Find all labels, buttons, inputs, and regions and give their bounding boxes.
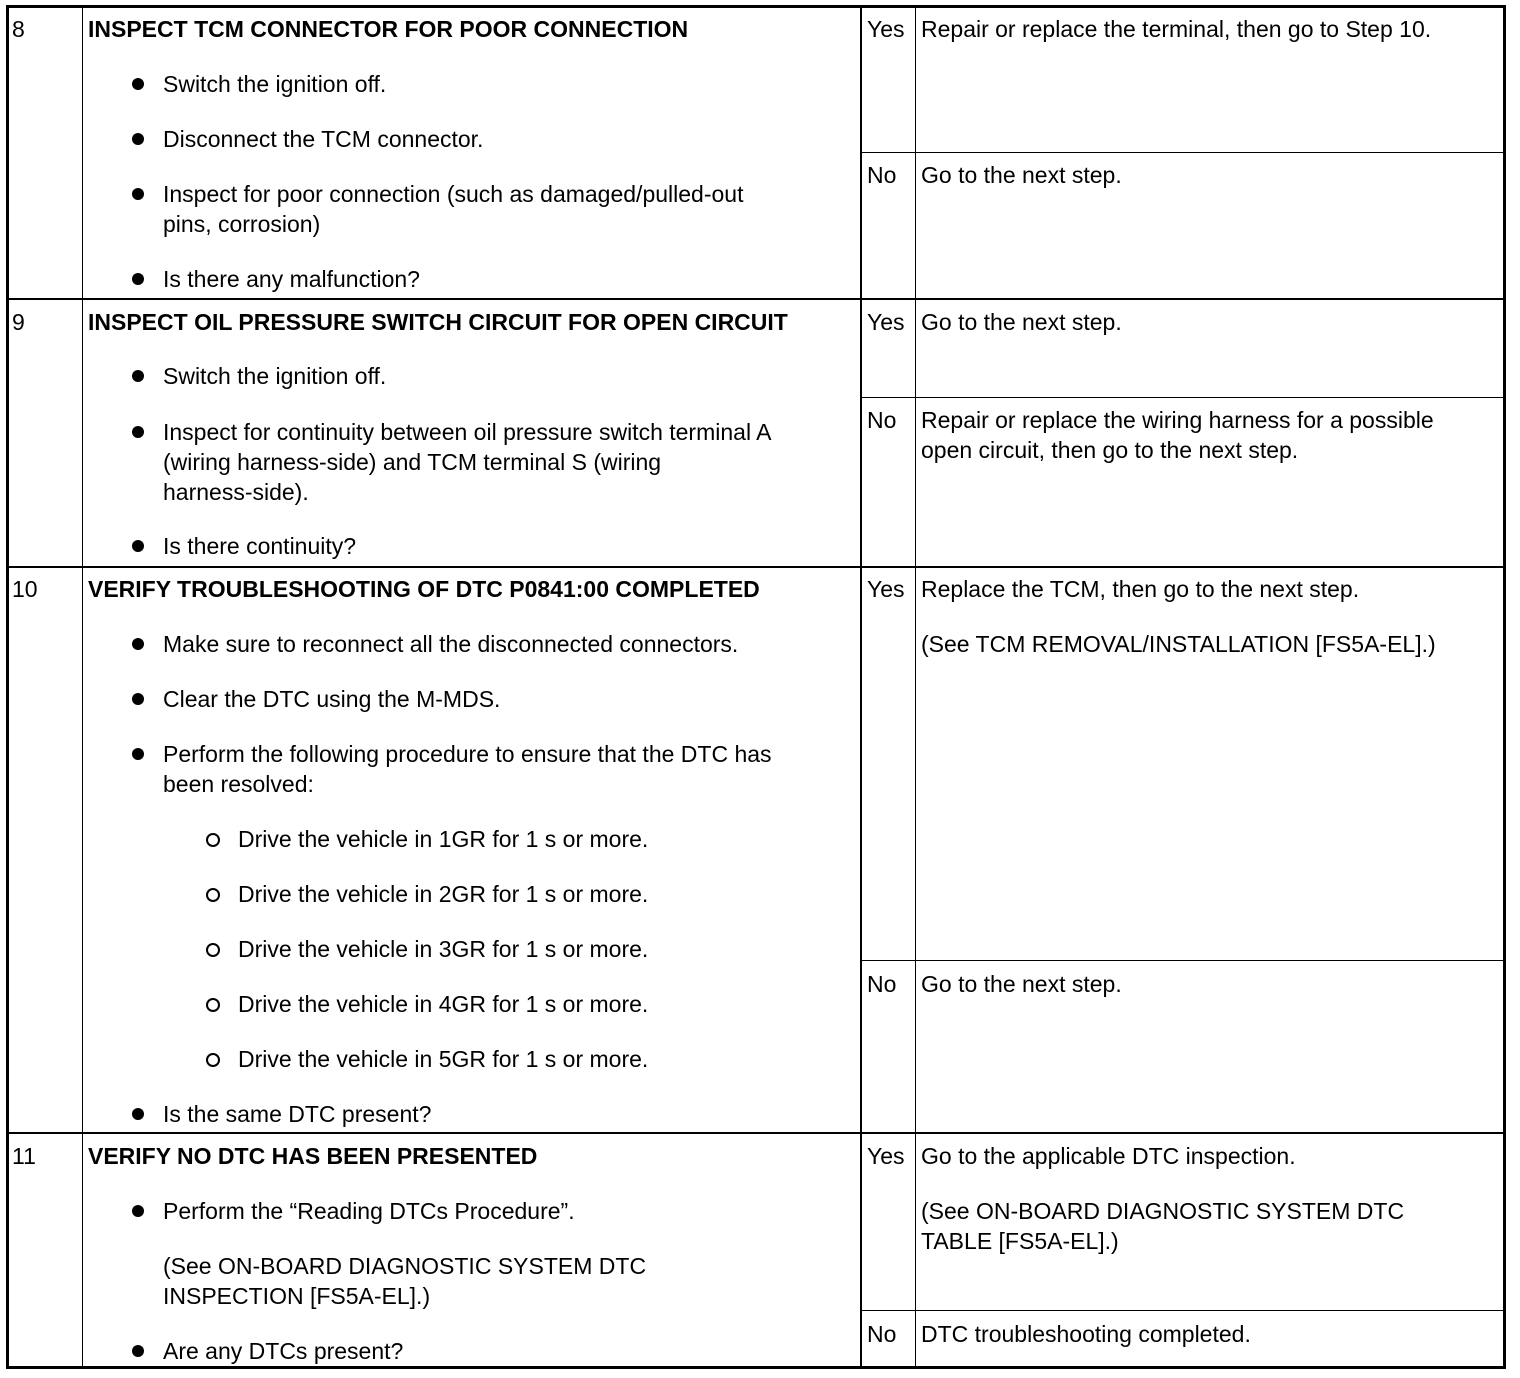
step-reference-continued: INSPECTION [FS5A-EL].) (163, 1283, 431, 1309)
bullet-icon (132, 370, 144, 382)
sub-item: Drive the vehicle in 2GR for 1 s or more. (238, 881, 649, 907)
step-item: Disconnect the TCM connector. (163, 126, 484, 152)
step-number: 11 (12, 1143, 36, 1169)
step-item: Make sure to reconnect all the disconnected connectors. (163, 631, 739, 657)
sub-bullet-icon (206, 998, 220, 1012)
step-question: Is there any malfunction? (163, 266, 420, 292)
yes-label: Yes (867, 16, 905, 42)
step-number: 10 (12, 576, 38, 602)
bullet-icon (132, 1108, 144, 1120)
no-label: No (867, 1321, 897, 1347)
bullet-icon (132, 540, 144, 552)
sub-item: Drive the vehicle in 5GR for 1 s or more. (238, 1046, 649, 1072)
sub-item: Drive the vehicle in 4GR for 1 s or more. (238, 991, 649, 1017)
bullet-icon (132, 748, 144, 760)
bullet-icon (132, 638, 144, 650)
sub-bullet-icon (206, 943, 220, 957)
bullet-icon (132, 426, 144, 438)
step-reference: (See ON-BOARD DIAGNOSTIC SYSTEM DTC (163, 1253, 647, 1279)
column-divider (915, 5, 916, 1369)
yes-reference: (See TCM REMOVAL/INSTALLATION [FS5A-EL].) (921, 631, 1436, 657)
yes-no-divider (860, 960, 1506, 961)
sub-bullet-icon (206, 833, 220, 847)
step-title: INSPECT OIL PRESSURE SWITCH CIRCUIT FOR OPEN CIRCUIT (88, 309, 788, 335)
yes-label: Yes (867, 309, 905, 335)
bullet-icon (132, 1345, 144, 1357)
step-title: VERIFY TROUBLESHOOTING OF DTC P0841:00 COMPLETED (88, 576, 760, 602)
bullet-icon (132, 133, 144, 145)
yes-reference: (See ON-BOARD DIAGNOSTIC SYSTEM DTC (921, 1198, 1405, 1224)
no-action: Repair or replace the wiring harness for a possible (921, 407, 1434, 433)
bullet-icon (132, 78, 144, 90)
yes-no-divider (860, 397, 1506, 398)
step-question: Are any DTCs present? (163, 1338, 404, 1364)
bullet-icon (132, 273, 144, 285)
column-divider (82, 5, 83, 1369)
step-question: Is there continuity? (163, 533, 357, 559)
row-divider (6, 298, 1506, 300)
step-item: Perform the following procedure to ensure that the DTC has (163, 741, 772, 767)
step-item-continued: pins, corrosion) (163, 211, 321, 237)
step-number: 8 (12, 16, 25, 42)
column-divider (860, 5, 862, 1369)
yes-reference-continued: TABLE [FS5A-EL].) (921, 1228, 1119, 1254)
step-item: Perform the “Reading DTCs Procedure”. (163, 1198, 575, 1224)
yes-action: Go to the next step. (921, 309, 1122, 335)
sub-bullet-icon (206, 1053, 220, 1067)
no-label: No (867, 407, 897, 433)
step-item: Switch the ignition off. (163, 363, 387, 389)
step-item-continued: harness-side). (163, 479, 309, 505)
bullet-icon (132, 188, 144, 200)
yes-action: Replace the TCM, then go to the next step. (921, 576, 1360, 602)
sub-bullet-icon (206, 888, 220, 902)
row-divider (6, 1132, 1506, 1134)
no-action: DTC troubleshooting completed. (921, 1321, 1251, 1347)
sub-item: Drive the vehicle in 1GR for 1 s or more. (238, 826, 649, 852)
step-number: 9 (12, 309, 25, 335)
step-title: INSPECT TCM CONNECTOR FOR POOR CONNECTION (88, 16, 689, 42)
yes-action: Repair or replace the terminal, then go to Step 10. (921, 16, 1432, 42)
yes-no-divider (860, 1310, 1506, 1311)
step-item: Clear the DTC using the M-MDS. (163, 686, 501, 712)
row-divider (6, 566, 1506, 568)
step-item: Switch the ignition off. (163, 71, 387, 97)
no-action-continued: open circuit, then go to the next step. (921, 437, 1299, 463)
no-action: Go to the next step. (921, 162, 1122, 188)
sub-item: Drive the vehicle in 3GR for 1 s or more. (238, 936, 649, 962)
step-item: Inspect for poor connection (such as damaged/pulled-out (163, 181, 744, 207)
yes-action: Go to the applicable DTC inspection. (921, 1143, 1296, 1169)
step-item-continued: (wiring harness-side) and TCM terminal S (wiring (163, 449, 662, 475)
no-action: Go to the next step. (921, 971, 1122, 997)
step-title: VERIFY NO DTC HAS BEEN PRESENTED (88, 1143, 538, 1169)
step-item: Inspect for continuity between oil pressure switch terminal A (163, 419, 772, 445)
step-question: Is the same DTC present? (163, 1101, 432, 1127)
step-item-continued: been resolved: (163, 771, 314, 797)
bullet-icon (132, 693, 144, 705)
yes-label: Yes (867, 576, 905, 602)
bullet-icon (132, 1205, 144, 1217)
no-label: No (867, 971, 897, 997)
yes-no-divider (860, 152, 1506, 153)
yes-label: Yes (867, 1143, 905, 1169)
no-label: No (867, 162, 897, 188)
